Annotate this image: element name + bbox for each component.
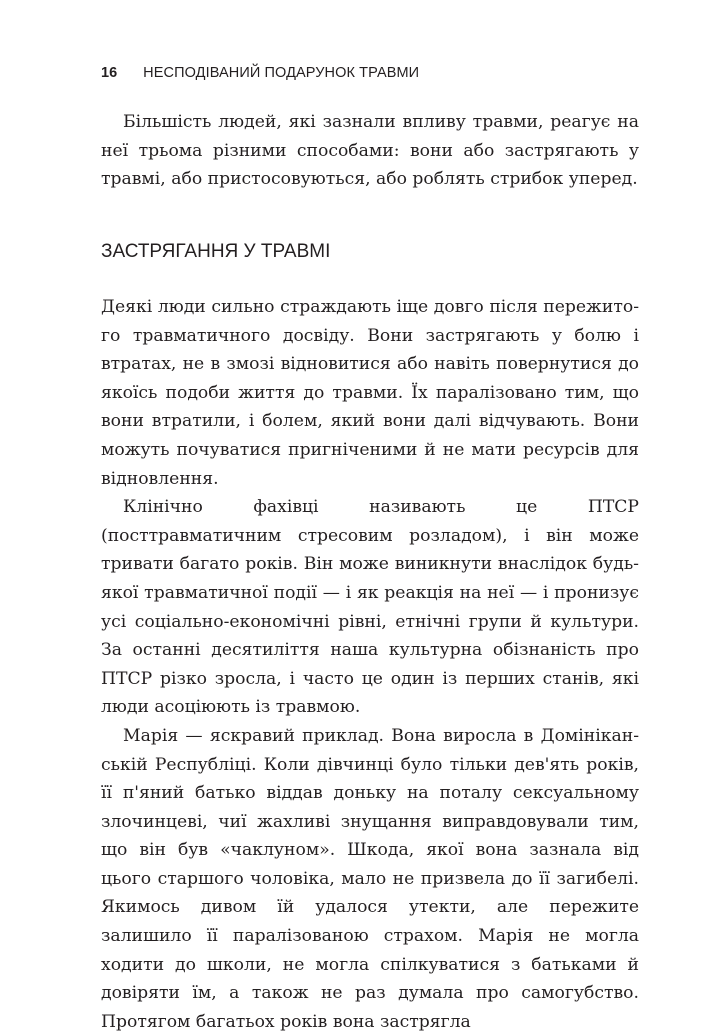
page-number: 16 [101, 65, 118, 81]
intro-paragraph: Більшість людей, які зазнали впливу травми, реагує на неї трьома різними способами: вони або застрягають у травмі, або пристосовуються, або роблять стрибок уперед. [101, 112, 639, 190]
running-header [101, 60, 641, 86]
intro-block [101, 108, 639, 194]
section-body [101, 293, 639, 1036]
paragraph: Марія — яскравий приклад. Вона виросла в Домініканській Республіці. Коли дівчинці було тільки дев'ять років, її п'яний батько віддав доньку на поталу сексуальному злочинцеві, чиї жахливі знущання виправдовували тим, що він був «чаклуном». Шкода, якої вона зазнала від цього старшого чоловіка, мало не призвела до її загибелі. Якимось дивом їй удалося утекти, але пережите залишило її паралізованою страхом. Марія не могла ходити до школи, не могла спілкуватися з батьками й довіряти їм, а також не раз думала про самогубство. Протягом багатьох років вона застрягла [101, 725, 639, 1032]
running-title: НЕСПОДІВАНИЙ ПОДАРУНОК ТРАВМИ [143, 65, 420, 81]
paragraph: Деякі люди сильно страждають іще довго після пережитого травматичного досвіду. Вони застрягають у болю і втратах, не в змозі відновитися або навіть повернутися до якоїсь подоби життя до травми. Їх паралізовано тим, що вони втратили, і болем, який вони далі відчувають. Вони можуть почуватися пригніченими й не мати ресурсів для відновлення. [101, 297, 639, 489]
section-heading: ЗАСТРЯГАННЯ У ТРАВМІ [101, 241, 331, 262]
paragraph: Клінічно фахівці називають це ПТСР (посттравматичним стресовим розладом), і він може тривати багато років. Він може виникнути внаслідок будь-якої травматичної події — і як реакція на неї — і пронизує усі соціально-економічні рівні, етнічні групи й культури. За останні десятиліття наша культурна обізнаність про ПТСР різко зросла, і часто це один із перших станів, які люди асоціюють із травмою. [101, 497, 639, 718]
